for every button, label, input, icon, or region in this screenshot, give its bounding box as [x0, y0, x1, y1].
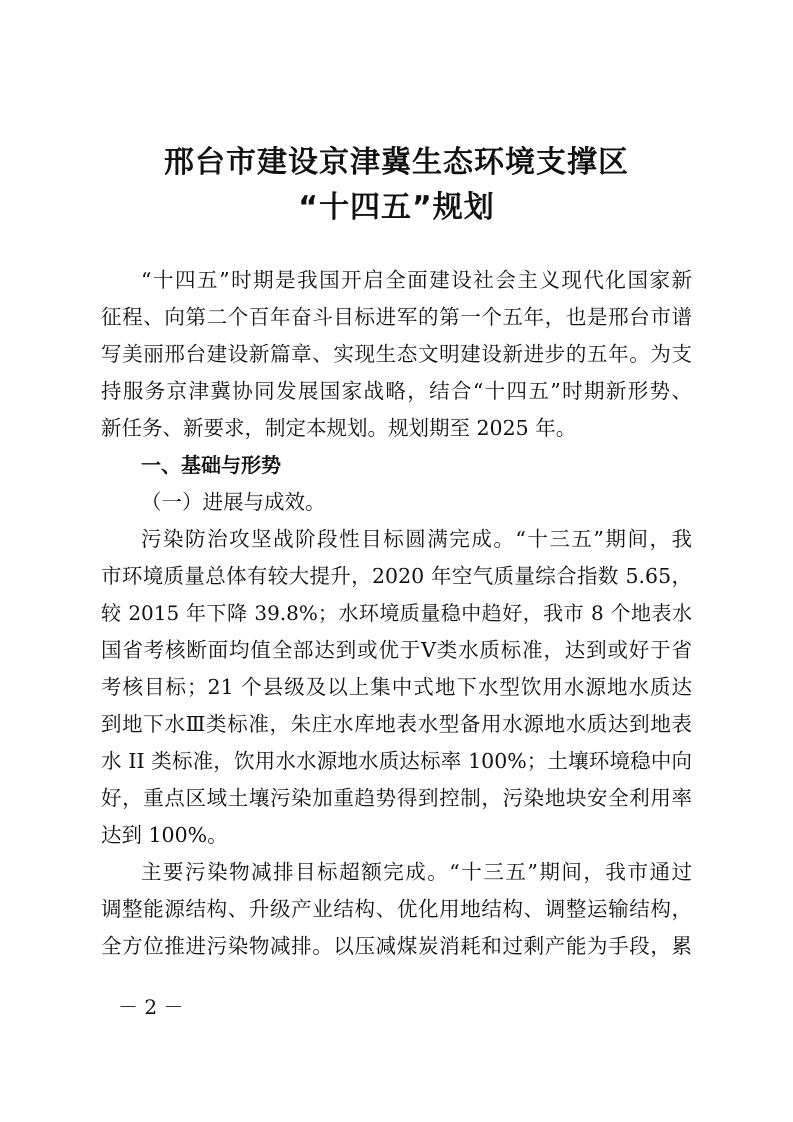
- intro-line-4: 持服务京津冀协同发展国家战略，结合“十四五”时期新形势、: [101, 379, 692, 403]
- intro-line-1: “十四五”时期是我国开启全面建设社会主义现代化国家新: [141, 268, 692, 292]
- document-title-line-2: “十四五”规划: [298, 190, 495, 225]
- section-heading: 一、基础与形势: [141, 453, 281, 477]
- intro-line-3: 写美丽邢台建设新篇章、实现生态文明建设新进步的五年。为支: [101, 342, 692, 366]
- para1-line-2: 市环境质量总体有较大提升，2020 年空气质量综合指数 5.65，: [101, 564, 692, 588]
- para1-line-5: 考核目标；21 个县级及以上集中式地下水型饮用水源地水质达: [101, 675, 692, 699]
- para2-line-2: 调整能源结构、升级产业结构、优化用地结构、调整运输结构，: [101, 897, 692, 921]
- para2-line-3: 全方位推进污染物减排。以压减煤炭消耗和过剩产能为手段，累: [101, 934, 692, 958]
- page-number: － 2 －: [118, 995, 184, 1019]
- para1-line-1: 污染防治攻坚战阶段性目标圆满完成。“十三五”期间，我: [141, 527, 692, 551]
- para1-line-9: 达到 100%。: [101, 823, 228, 847]
- para1-line-8: 好，重点区域土壤污染加重趋势得到控制，污染地块安全利用率: [101, 786, 692, 810]
- intro-line-2: 征程、向第二个百年奋斗目标进军的第一个五年，也是邢台市谱: [101, 305, 692, 329]
- para1-line-3: 较 2015 年下降 39.8%；水环境质量稳中趋好，我市 8 个地表水: [101, 601, 692, 625]
- intro-line-5: 新任务、新要求，制定本规划。规划期至 2025 年。: [101, 416, 577, 440]
- para2-line-1: 主要污染物减排目标超额完成。“十三五”期间，我市通过: [141, 860, 692, 884]
- para1-line-7: 水 II 类标准，饮用水水源地水质达标率 100%；土壤环境稳中向: [101, 749, 692, 773]
- para1-line-6: 到地下水Ⅲ类标准，朱庄水库地表水型备用水源地水质达到地表: [101, 712, 692, 736]
- subsection-heading: （一）进展与成效。: [141, 490, 326, 514]
- para1-line-4: 国省考核断面均值全部达到或优于Ⅴ类水质标准，达到或好于省: [101, 638, 692, 662]
- document-title-line-1: 邢台市建设京津冀生态环境支撑区: [164, 145, 629, 180]
